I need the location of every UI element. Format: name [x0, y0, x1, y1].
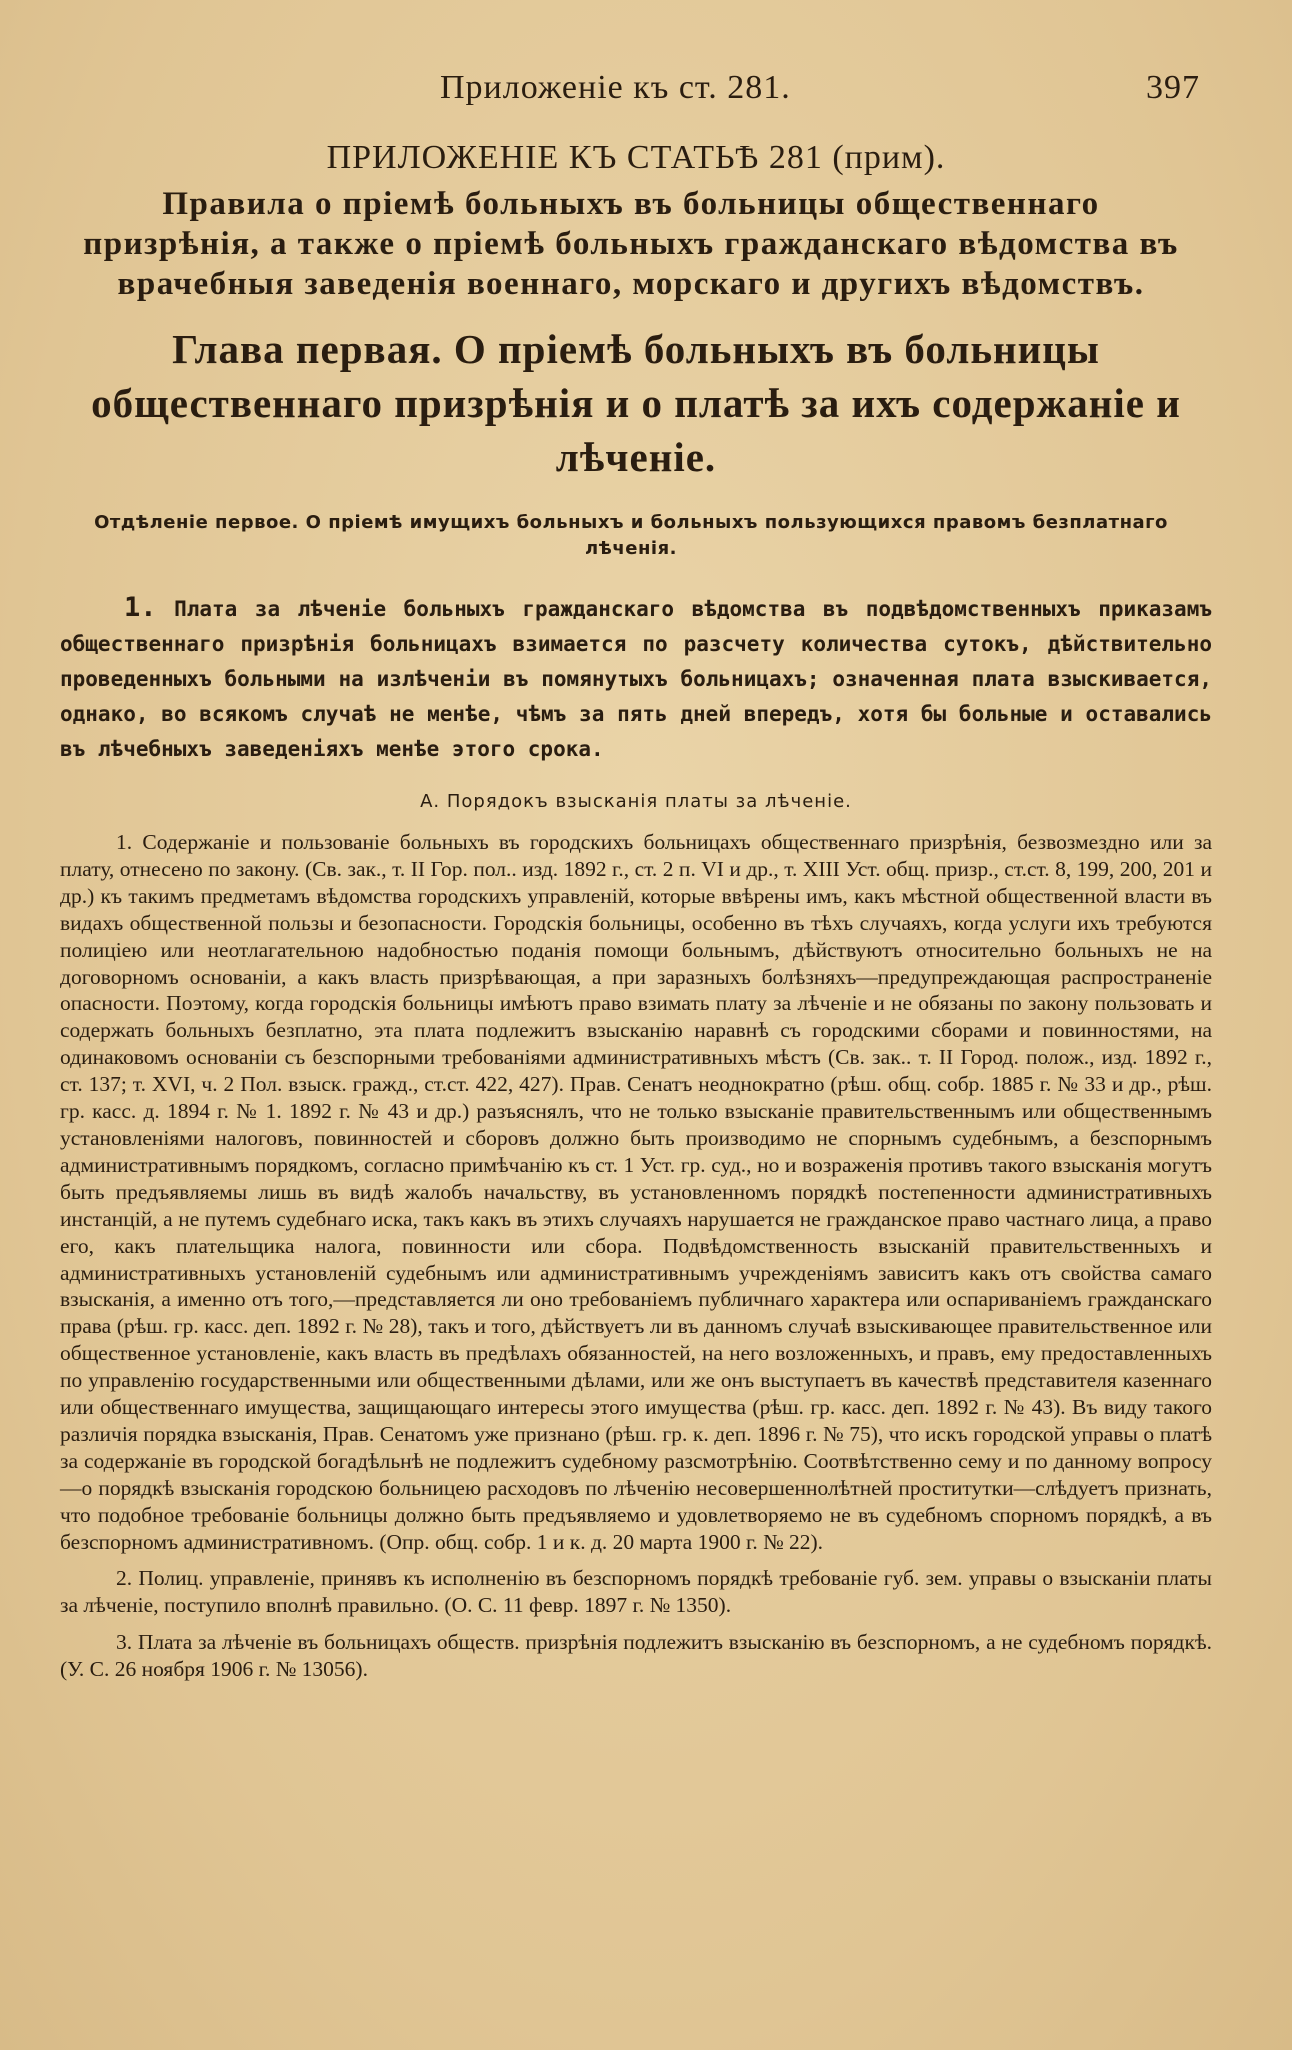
running-header	[60, 60, 1212, 116]
rules-title: Правила о пріемѣ больныхъ въ больницы общественнаго призрѣнія, а также о пріемѣ больныхъ гражданскаго вѣдомства въ врачебныя заведенія военнаго, морскаго и другихъ вѣдомствъ.	[83, 186, 1179, 302]
article-1	[60, 590, 1212, 767]
note-paragraph-1: 1. Содержаніе и пользованіе больныхъ въ городскихъ больницахъ общественнаго призрѣнія, безвозмездно или за плату, отнесено по закону. (Св. зак., т. II Гор. пол.. изд. 1892 г., ст. 2 п. VI и др., т. XIII Уст. общ. призр., ст.ст. 8, 199, 200, 201 и др.) къ такимъ предметамъ вѣдомства городскихъ управленій, которые ввѣрены имъ, какъ мѣстной общественной власти въ видахъ общественной пользы и безопасности. Городскія больницы, особенно въ тѣхъ случаяхъ, когда услуги ихъ требуются полиціею или неотлагательною надобностью поданія помощи больнымъ, дѣйствуютъ относительно больныхъ не на договорномъ основаніи, а какъ власть призрѣвающая, а при заразныхъ болѣзняхъ—предупреждающая распространеніе опасности. Поэтому, когда городскія больницы имѣютъ право взимать плату за лѣченіе и не обязаны по закону пользовать и содержать больныхъ безплатно, эта плата подлежитъ взысканію наравнѣ съ городскими сборами и повинностями, на одинаковомъ основаніи съ безспорными требованіями административныхъ мѣстъ (Св. зак.. т. II Город. полож., изд. 1892 г., ст. 137; т. XVI, ч. 2 Пол. взыск. гражд., ст.ст. 422, 427). Прав. Сенатъ неоднократно (рѣш. общ. собр. 1885 г. № 33 и др., рѣш. гр. касс. д. 1894 г. № 1. 1892 г. № 43 и др.) разъяснялъ, что не только взысканіе правительственнымъ или общественнымъ установленіями налоговъ, повинностей и сборовъ должно быть производимо не спорнымъ судебнымъ, а безспорнымъ административнымъ порядкомъ, согласно примѣчанію къ ст. 1 Уст. гр. суд., но и возраженія противъ такого взысканія могутъ быть предъявляемы лишь въ видѣ жалобъ начальству, въ установленномъ порядкѣ постепенности административныхъ инстанцій, а не путемъ судебнаго иска, такъ какъ въ этихъ случаяхъ нарушается не гражданское право частнаго лица, а право его, какъ плательщика налога, повинности или сбора. Подвѣдомственность взысканій правительственныхъ и административныхъ установленій судебнымъ или административнымъ учрежденіямъ зависитъ какъ отъ свойства самаго взысканія, а именно отъ того,—представляется ли оно требованіемъ публичнаго характера или оспариваніемъ гражданскаго права (рѣш. гр. касс. деп. 1892 г. № 28), такъ и того, дѣйствуетъ ли въ данномъ случаѣ взыскивающее правительственное или общественное установленіе, какъ власть въ предѣлахъ обязанностей, на него возложенныхъ, и правъ, ему предоставленныхъ по управленію государственными или общественными дѣлами, или же онъ выступаетъ въ качествѣ представителя казеннаго или общественнаго имущества, защищающаго интересы этого имущества (рѣш. гр. касс. деп. 1892 г. № 43). Въ виду такого различія порядка взысканія, Прав. Сенатомъ уже признано (рѣш. гр. к. деп. 1896 г. № 75), что искъ городской управы о платѣ за содержаніе въ городской богадѣльнѣ не подлежитъ судебному разсмотрѣнію. Соотвѣтственно сему и по данному вопросу—о порядкѣ взысканія городскою больницею расходовъ по лѣченію несовершеннолѣтней проститутки—слѣдуетъ признать, что подобное требованіе больницы должно быть предъявляемо и удовлетворяемо не въ судебномъ спорномъ порядкѣ, а въ безспорномъ административномъ. (Опр. общ. собр. 1 и к. д. 20 марта 1900 г. № 22).	[60, 830, 1212, 1554]
running-title: Приложеніе къ ст. 281.	[440, 69, 791, 106]
note-paragraph-2: 2. Полиц. управленіе, принявъ къ исполненію въ безспорномъ порядкѣ требованіе губ. зем. управы о взысканіи платы за лѣченіе, поступило вполнѣ правильно. (О. С. 11 февр. 1897 г. № 1350).	[60, 1566, 1212, 1618]
section-title: Отдѣленіе первое. О пріемѣ имущихъ больныхъ и больныхъ пользующихся правомъ безплатнаго лѣченія.	[94, 512, 1168, 559]
chapter-title: Глава первая. О пріемѣ больныхъ въ больницы общественнаго призрѣнія и о платѣ за ихъ содержаніе и лѣченіе.	[91, 326, 1181, 480]
note-paragraph-3: 3. Плата за лѣченіе въ больницахъ обществ. призрѣнія подлежитъ взысканію въ безспорномъ, а не судебномъ порядкѣ. (У. С. 26 ноября 1906 г. № 13056).	[60, 1630, 1212, 1682]
article-text: Плата за лѣченіе больныхъ гражданскаго вѣдомства въ подвѣдомственныхъ приказамъ общественнаго призрѣнія больницахъ взимается по разсчету количества сутокъ, дѣйствительно проведенныхъ больными на излѣченіи въ помянутыхъ больницахъ; означенная плата взыскивается, однако, во всякомъ случаѣ не менѣе, чѣмъ за пять дней впередъ, хотя бы больные и оставались въ лѣчебныхъ заведеніяхъ менѣе этого срока.	[60, 597, 1212, 761]
appendix-title: ПРИЛОЖЕНІЕ КЪ СТАТЬѢ 281 (прим).	[326, 139, 946, 176]
article-number: 1.	[124, 592, 157, 623]
page-number: 397	[1146, 69, 1200, 106]
subheading: А. Порядокъ взысканія платы за лѣченіе.	[420, 791, 852, 812]
